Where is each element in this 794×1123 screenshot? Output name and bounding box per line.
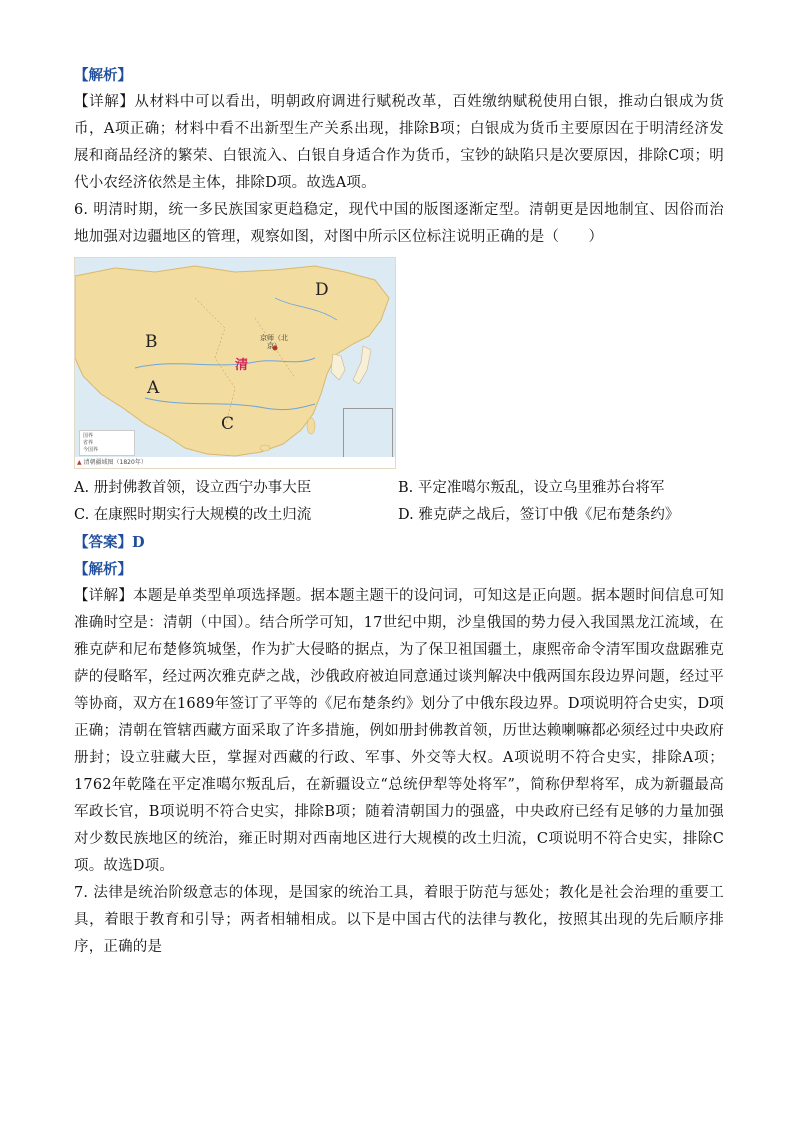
- qing-territory-map: [74, 257, 396, 469]
- option-c[interactable]: C. 在康熙时期实行大规模的改土归流: [74, 507, 312, 523]
- option-b[interactable]: B. 平定准噶尔叛乱，设立乌里雅苏台将军: [398, 480, 665, 496]
- legend-item-3: 今国界: [83, 447, 99, 453]
- map-legend: [79, 430, 135, 456]
- document-page: [74, 62, 724, 961]
- map-label-qing: 清: [235, 358, 249, 373]
- map-label-capital: 京师（北京）: [260, 334, 288, 350]
- detail-paragraph-5: 【详解】从材料中可以看出，明朝政府调进行赋税改革，百姓缴纳赋税使用白银，推动白银成为货币，A项正确；材料中看不出新型生产关系出现，排除B项；白银成为货币主要原因在于明清经济发展和商品经济的繁荣、白银流入、白银自身适合作为货币，宝钞的缺陷只是次要原因，排除C项；明代小农经济依然是主体，排除D项。故选A项。: [74, 94, 724, 191]
- legend-item-2: 省界: [83, 440, 94, 446]
- option-d[interactable]: D. 雅克萨之战后，签订中俄《尼布楚条约》: [398, 507, 680, 523]
- map-label-a: A: [147, 378, 160, 398]
- detail-paragraph-6: 【详解】本题是单类型单项选择题。据本题主题干的设问词，可知这是正向题。据本题时间信息可知准确时空是：清朝（中国）。结合所学可知，17世纪中期，沙皇俄国的势力侵入我国黑龙江流域，在雅克萨和尼布楚修筑城堡，作为扩大侵略的据点，为了保卫祖国疆土，康熙帝命令清军围攻盘踞雅克萨的侵略军，经过两次雅克萨之战，沙俄政府被迫同意通过谈判解决中俄两国东段边界问题，经过平等协商，双方在1689年签订了平等的《尼布楚条约》划分了中俄东段边界。D项说明符合史实，D项正确；清朝在管辖西藏方面采取了许多措施，例如册封佛教首领，历世达赖喇嘛都必须经过中央政府册封；设立驻藏大臣，掌握对西藏的行政、军事、外交等大权。A项说明不符合史实，排除A项；1762年乾隆在平定准噶尔叛乱后，在新疆设立“总统伊犁等处将军”，简称伊犁将军，成为新疆最高军政长官，B项说明不符合史实，排除B项；随着清朝国力的强盛，中央政府已经有足够的力量加强对少数民族地区的统治，雍正时期对西南地区进行大规模的改土归流，C项说明不符合史实，排除C项。故选D项。: [74, 588, 724, 874]
- question-7-stem: 7. 法律是统治阶级意志的体现，是国家的统治工具，着眼于防范与惩处；教化是社会治理的重要工具，着眼于教育和引导；两者相辅相成。以下是中国古代的法律与教化，按照其出现的先后顺序排序，正确的是: [74, 885, 724, 955]
- question-6-options: [74, 475, 724, 529]
- caption-text: 清朝疆域图（1820年）: [83, 459, 147, 466]
- answer-heading: 【答案】D: [74, 534, 145, 551]
- map-caption: [75, 457, 396, 468]
- map-label-c: C: [221, 414, 235, 434]
- question-6-stem: 6. 明清时期，统一多民族国家更趋稳定，现代中国的版图逐渐定型。清朝更是因地制宜、因俗而治地加强对边疆地区的管理，观察如图，对图中所示区位标注说明正确的是（ ）: [74, 202, 724, 245]
- caption-triangle-icon: ▲: [77, 459, 82, 466]
- jiexi-heading-2: 【解析】: [74, 561, 132, 578]
- jiexi-heading-1: 【解析】: [74, 67, 132, 84]
- map-label-d: D: [315, 280, 329, 300]
- map-label-b: B: [145, 332, 158, 352]
- legend-item-1: 国界: [83, 433, 94, 439]
- option-a[interactable]: A. 册封佛教首领，设立西宁办事大臣: [74, 480, 312, 496]
